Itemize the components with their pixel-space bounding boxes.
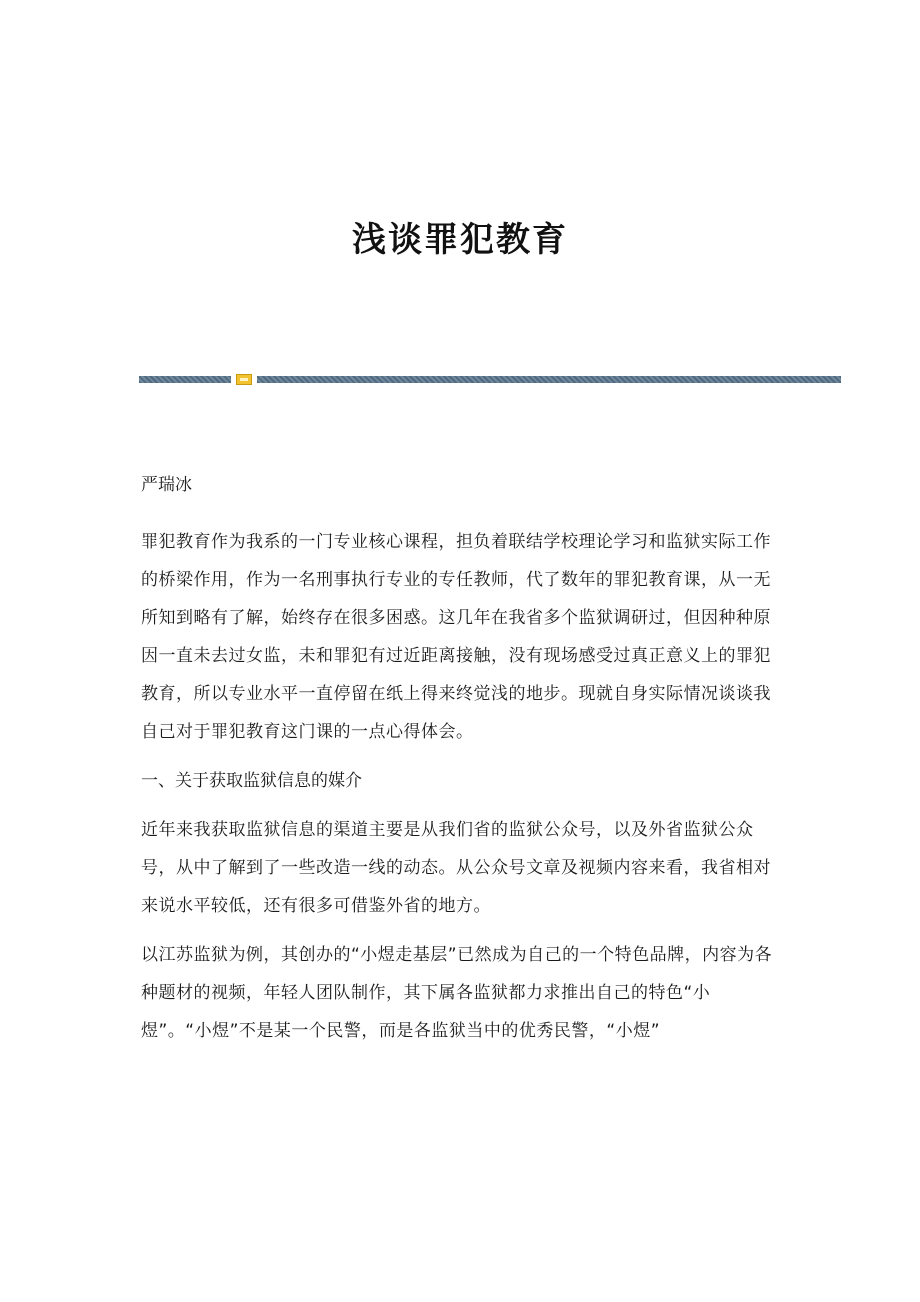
divider-bar-right xyxy=(257,376,841,383)
paragraph-media: 近年来我获取监狱信息的渠道主要是从我们省的监狱公众号，以及外省监狱公众号，从中了解到了一些改造一线的动态。从公众号文章及视频内容来看，我省相对来说水平较低，还有很多可借鉴外省的地方。 xyxy=(141,820,771,916)
author-name: 严瑞冰 xyxy=(141,475,192,495)
paragraph-intro: 罪犯教育作为我系的一门专业核心课程，担负着联结学校理论学习和监狱实际工作的桥梁作用，作为一名刑事执行专业的专任教师，代了数年的罪犯教育课，从一无所知到略有了解，始终存在很多困惑。这几年在我省多个监狱调研过，但因种种原因一直未去过女监，未和罪犯有过近距离接触，没有现场感受过真正意义上的罪犯教育，所以专业水平一直停留在纸上得来终觉浅的地步。现就自身实际情况谈谈我自己对于罪犯教育这门课的一点心得体会。 xyxy=(141,532,771,742)
section-heading: 一、关于获取监狱信息的媒介 xyxy=(141,771,362,791)
divider-ornament-icon xyxy=(236,374,252,385)
divider-bar-left xyxy=(139,376,231,383)
paragraph-jiangsu-example: 以江苏监狱为例，其创办的“小煜走基层”已然成为自己的一个特色品牌，内容为各种题材的视频，年轻人团队制作，其下属各监狱都力求推出自己的特色“小煜”。“小煜”不是某一个民警，而是各监狱当中的优秀民警，“小煜” xyxy=(141,945,773,1041)
title-divider xyxy=(139,374,841,385)
document-body xyxy=(141,466,773,1061)
document-title: 浅谈罪犯教育 xyxy=(352,220,568,260)
